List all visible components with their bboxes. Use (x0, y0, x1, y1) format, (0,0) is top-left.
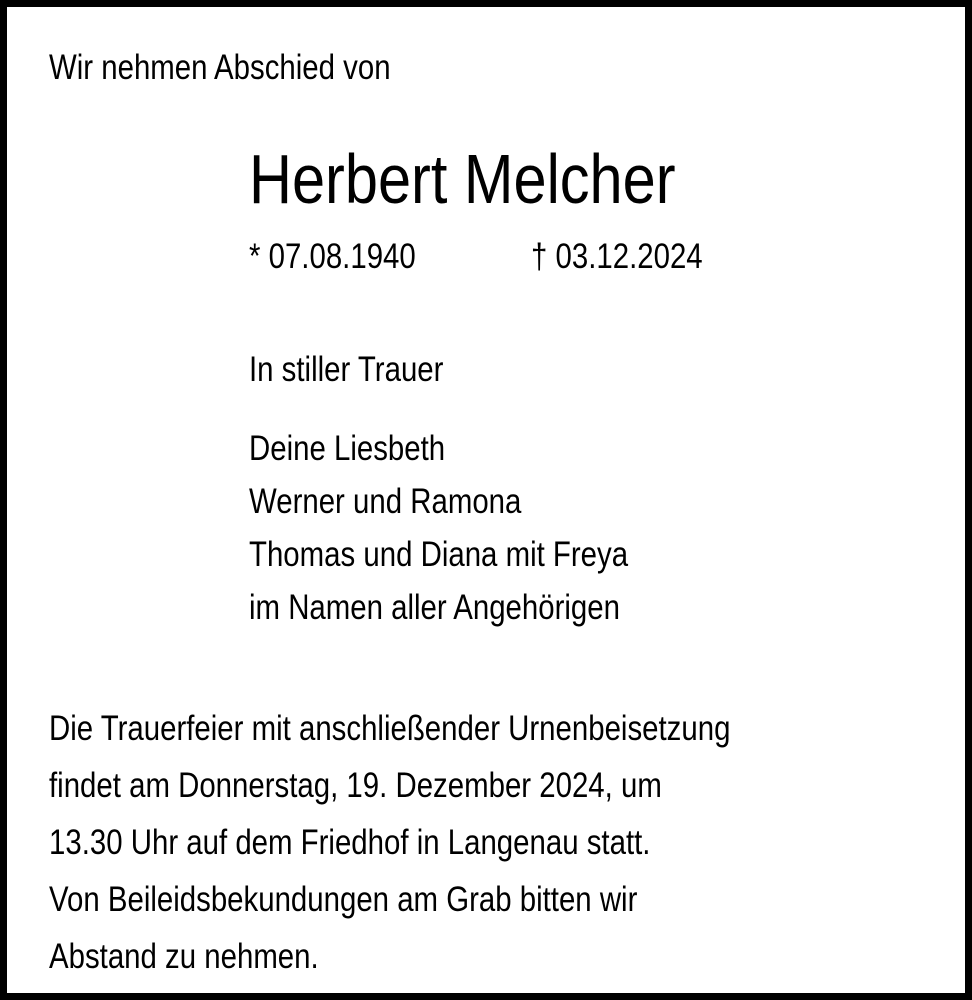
ceremony-line: Die Trauerfeier mit anschließender Urnenbeisetzung (49, 709, 731, 748)
mourner-line: Deine Liesbeth (249, 429, 446, 468)
intro-text: Wir nehmen Abschied von (49, 48, 391, 87)
mourner-line: Werner und Ramona (249, 482, 522, 521)
ceremony-line: Von Beileidsbekundungen am Grab bitten wir (49, 880, 638, 919)
ceremony-line: findet am Donnerstag, 19. Dezember 2024, um (49, 766, 662, 805)
death-date: † 03.12.2024 (531, 237, 703, 276)
ceremony-details (49, 711, 860, 996)
mourning-line: In stiller Trauer (249, 350, 444, 389)
ceremony-line: 13.30 Uhr auf dem Friedhof in Langenau statt. (49, 823, 651, 862)
ceremony-line: Abstand zu nehmen. (49, 937, 319, 976)
mourner-line: im Namen aller Angehörigen (249, 588, 620, 627)
mourners-list (249, 431, 700, 643)
mourner-line: Thomas und Diana mit Freya (249, 535, 629, 574)
deceased-name: Herbert Melcher (249, 140, 676, 218)
birth-date: * 07.08.1940 (249, 237, 416, 276)
